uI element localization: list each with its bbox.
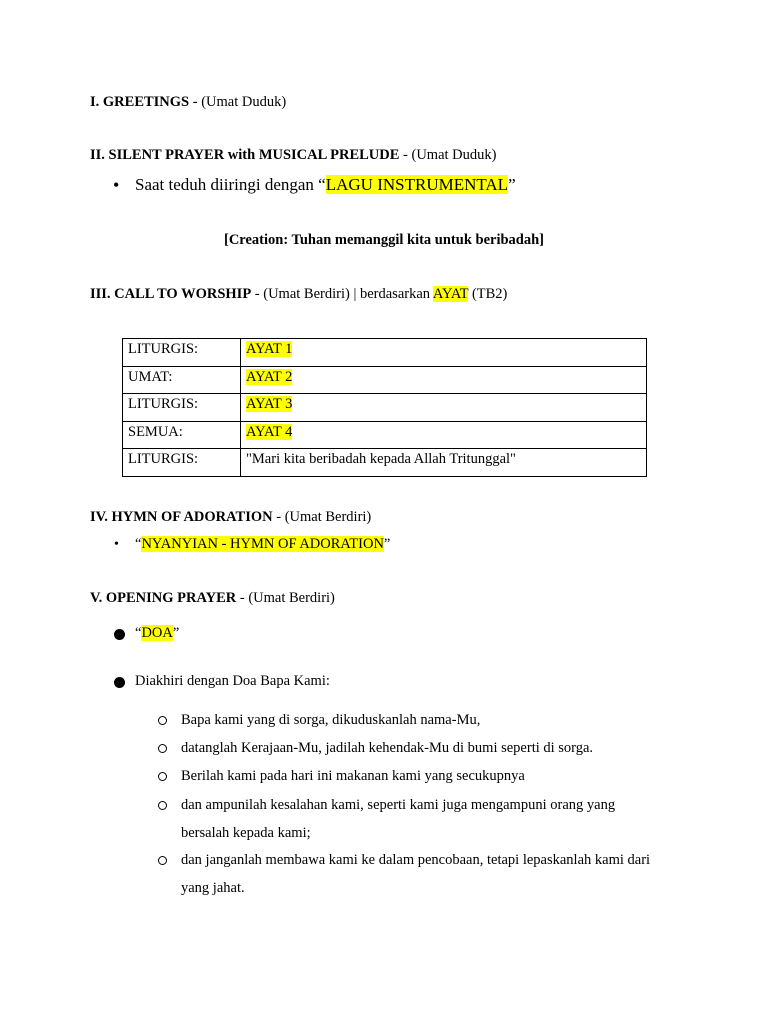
bullet-text: ” — [383, 536, 391, 552]
role-cell: LITURGIS: — [123, 394, 241, 422]
section-call-to-worship-heading — [90, 286, 507, 303]
highlighted-text: AYAT 3 — [246, 396, 293, 412]
prayer-line-continued: yang jahat. — [181, 880, 245, 896]
bullet-text: “ — [135, 625, 142, 641]
prayer-line: Berilah kami pada hari ini makanan kami yang secukupnya — [181, 768, 525, 784]
highlighted-text: AYAT — [432, 286, 469, 302]
circle-bullet-icon — [158, 856, 167, 865]
section-title: V. OPENING PRAYER — [90, 590, 237, 606]
bullet-icon — [114, 629, 125, 640]
role-cell: LITURGIS: — [123, 339, 241, 367]
bullet-text: ” — [508, 175, 516, 194]
bullet-icon: • — [113, 175, 120, 195]
prayer-line: dan janganlah membawa kami ke dalam pencobaan, tetapi lepaskanlah kami dari — [181, 852, 651, 868]
section-greetings-heading — [90, 94, 286, 111]
text-cell — [241, 339, 647, 367]
section-hymn-heading — [90, 509, 371, 526]
prayer-line: dan ampunilah kesalahan kami, seperti kami juga mengampuni orang yang — [181, 797, 616, 813]
section-note: - (Umat Berdiri) | berdasarkan — [251, 286, 433, 302]
role-cell: SEMUA: — [123, 421, 241, 449]
section-title: IV. HYMN OF ADORATION — [90, 509, 273, 525]
list-item: Diakhiri dengan Doa Bapa Kami: — [135, 673, 330, 689]
section-title: II. SILENT PRAYER with MUSICAL PRELUDE — [90, 147, 400, 163]
section-silent-prayer-heading — [90, 147, 496, 164]
section-title: III. CALL TO WORSHIP — [90, 286, 252, 302]
role-cell: UMAT: — [123, 366, 241, 394]
text-cell — [241, 366, 647, 394]
section-note: - (Umat Duduk) — [399, 147, 497, 163]
prayer-line-continued: bersalah kepada kami; — [181, 825, 311, 841]
section-title: I. GREETINGS — [90, 94, 190, 110]
bullet-text: “ — [135, 536, 142, 552]
prayer-line: datanglah Kerajaan-Mu, jadilah kehendak-Mu di bumi seperti di sorga. — [181, 740, 594, 756]
circle-bullet-icon — [158, 801, 167, 810]
role-cell: LITURGIS: — [123, 449, 241, 477]
bullet-text: Saat teduh diiringi dengan “ — [135, 175, 326, 194]
section-opening-prayer-heading — [90, 590, 335, 607]
section-note: - (Umat Berdiri) — [236, 590, 335, 606]
table-row — [123, 421, 647, 449]
highlighted-text: LAGU INSTRUMENTAL — [325, 175, 509, 194]
table-row — [123, 394, 647, 422]
text-cell — [241, 394, 647, 422]
creation-note: [Creation: Tuhan memanggil kita untuk beribadah] — [223, 232, 544, 248]
bullet-icon — [114, 677, 125, 688]
table-row — [123, 339, 647, 367]
text-cell — [241, 449, 647, 477]
list-item — [135, 625, 179, 642]
table-row — [123, 366, 647, 394]
table-row — [123, 449, 647, 477]
highlighted-text: NYANYIAN - HYMN OF ADORATION — [141, 536, 384, 552]
circle-bullet-icon — [158, 772, 167, 781]
circle-bullet-icon — [158, 744, 167, 753]
text-cell — [241, 421, 647, 449]
bullet-text: ” — [172, 625, 180, 641]
circle-bullet-icon — [158, 716, 167, 725]
bullet-icon: • — [114, 537, 119, 552]
liturgy-table — [122, 338, 647, 477]
section-note: - (Umat Berdiri) — [272, 509, 372, 525]
highlighted-text: DOA — [141, 625, 173, 641]
cell-text: "Mari kita beribadah kepada Allah Tritunggal" — [246, 451, 516, 467]
highlighted-text: AYAT 2 — [246, 368, 293, 385]
highlighted-text: AYAT 4 — [246, 423, 293, 440]
prayer-line: Bapa kami yang di sorga, dikuduskanlah nama-Mu, — [181, 712, 481, 728]
list-item — [135, 175, 516, 195]
section-note: - (Umat Duduk) — [189, 94, 287, 110]
list-item — [135, 536, 390, 553]
highlighted-text: AYAT 1 — [246, 341, 293, 357]
section-note: (TB2) — [468, 286, 508, 302]
